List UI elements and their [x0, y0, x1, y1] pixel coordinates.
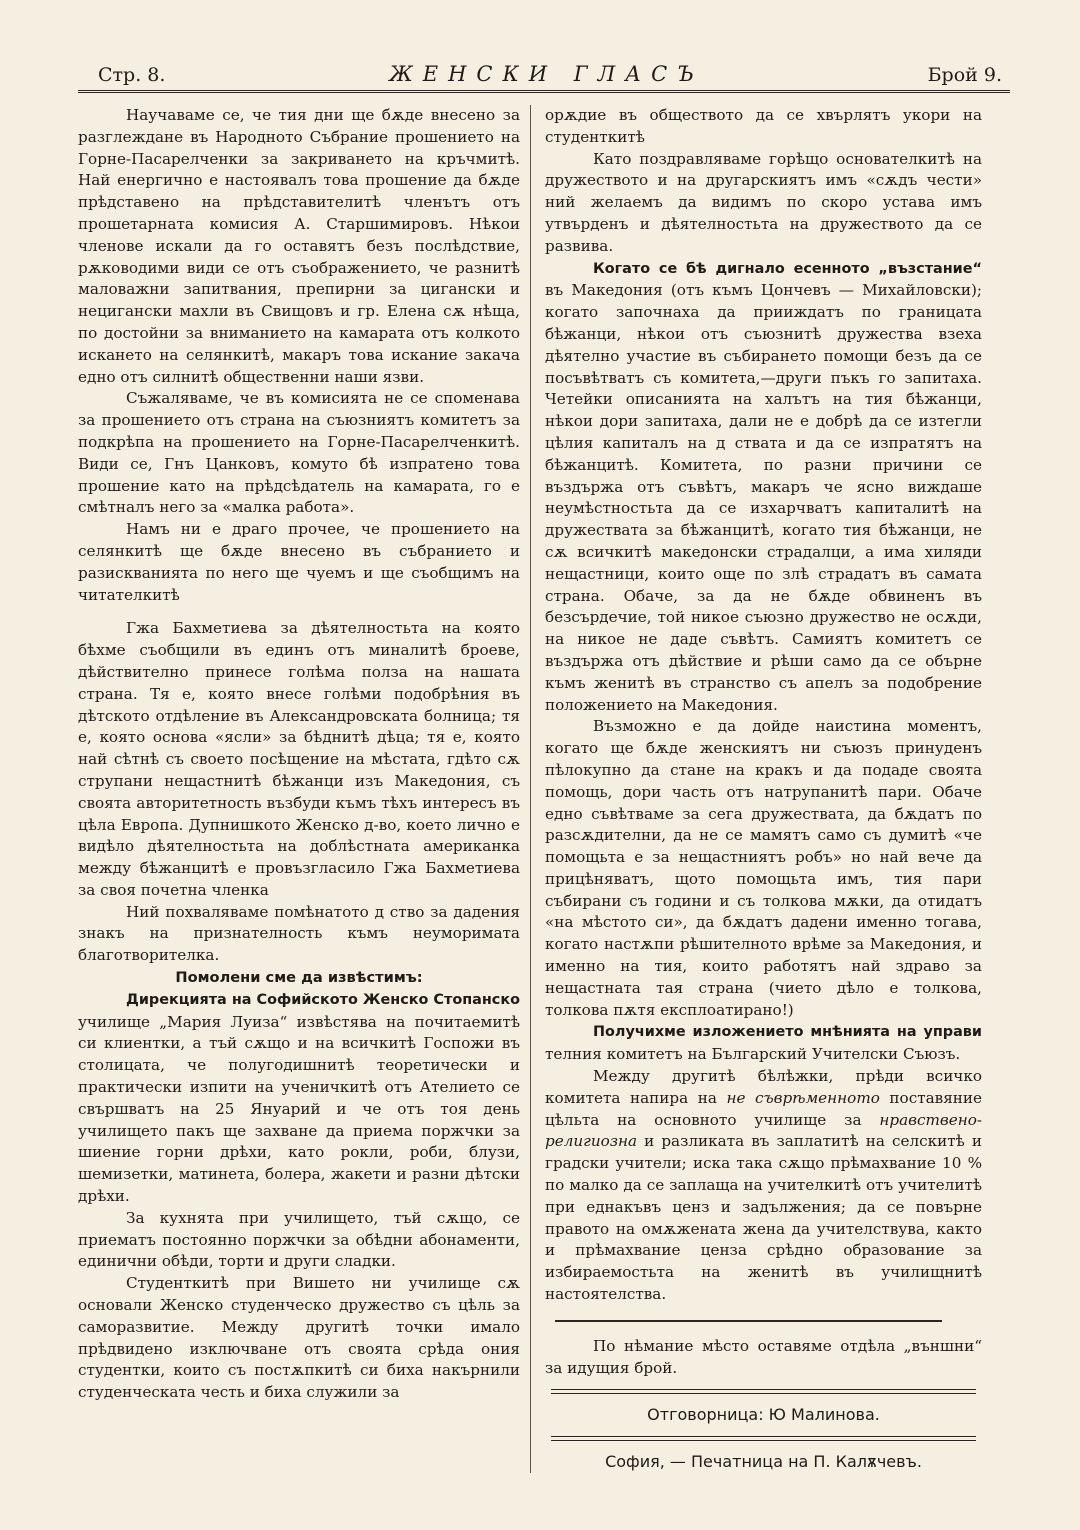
- uprising-text: въ Македония (отъ къмъ Цончевъ — Михайловски); когато започнаха да прииждатъ по границата бѣжанци, нѣкои отъ съюзнитѣ дружества взеха дѣятелно участие въ събирането помощи безъ да се посъвѣтватъ съ комитета,—други пъкъ го запитаха. Четейки описанията на халътъ на тия бѣжанци, нѣкои дори запитаха, дали не е добрѣ да се изтегли цѣлия капиталъ на д ствата и да се изпратятъ на бѣжанцитѣ. Комитета, по разни причини се въздържа отъ съвѣтъ, макаръ че ясно виждаше неумѣстностьта да се изхарчватъ капиталитѣ на дружествата за бѣжанцитѣ, когато тия бѣжанци, не сѫ всичкитѣ македонски страдалци, а има хиляди нещастници, които още по злѣ страдатъ въ самата страна. Обаче, за да не бѫде обвиненъ въ безсърдечие, той никое съюзно дружество не осѫди, на никое не даде съвѣтъ. Самиятъ комитетъ се въздържа отъ дѣйствие и рѣши само да се обърне къмъ женитѣ въ странство съ апелъ за подобрение положението на Македония.: [545, 281, 982, 714]
- article-teachers-union: [545, 1021, 982, 1066]
- article-bakhmetieva: Гжа Бахметиева за дѣятелностьта на която бѣхме съобщили въ единъ отъ миналитѣ броеве, дѣйствително принесе голѣма полза на нашата страна. Тя е, която внесе голѣми подобрѣния въ дѣтското отдѣление въ Александровската болница; тя е, която основа «ясли» за бѣднитѣ дѣца; тя е, която най сѣтнѣ съ своето посѣщение на мѣстата, гдѣто сѫ струпани нещастнитѣ бѣжанци изъ Македония, съ своята авторитетность възбуди къмъ тѣхъ интересъ въ цѣла Европа. Дупнишкото Женско д-во, което лично е видѣло дѣятелностьта на доблѣстната американка между бѣжанцитѣ е провъзгласило Гжа Бахметиева за своя почетна членка: [78, 619, 520, 899]
- article-uprising: [545, 258, 982, 717]
- article-columns: [78, 105, 1010, 1473]
- divider: [555, 1320, 942, 1322]
- page-number: Стр. 8.: [98, 64, 166, 86]
- divider-double: [551, 1389, 976, 1394]
- article-congrats: Като поздравляваме горѣщо основателкитѣ на дружеството и на другарскиятъ имъ «сѫдъ чести» ний желаемъ да видимъ по скоро устава имъ утвърденъ и дѣятелностьта на дружеството да се развива.: [545, 149, 982, 255]
- article-students-cont: орѫдие въ обществото да се хвърлятъ укори на студенткитѣ: [545, 106, 982, 146]
- editor-line: Отговорница: Ю Малинова.: [647, 1405, 880, 1425]
- notice-heading: Помолени сме да извѣстимъ:: [175, 969, 423, 987]
- uprising-lead: Когато се бѣ дигнало есенното „възстание“: [593, 260, 982, 277]
- issue-number: Брой 9.: [927, 64, 1002, 86]
- article-praise: Ний похваляваме помѣнатото д ство за дадения знакъ на признателность къмъ неуморимата благотворителка.: [78, 902, 520, 965]
- right-column: [530, 105, 982, 1473]
- page-header: [78, 52, 1010, 93]
- teachers-union-text: телния комитетъ на Българский Учителски Съюзъ.: [545, 1045, 961, 1064]
- school-notice-text: училище „Мария Луиза“ извѣстява на почитаемитѣ си клиентки, а тъй сѫщо и на всичкитѣ Госпожи въ столицата, че полугодишнитѣ теоретически и практически изпити на ученичкитѣ отъ Ателието се свършватъ на 25 Януарий и че отъ тоя день училището пакъ ще захване да приема поржчки за шиение горни дрѣхи, като рокли, роби, блузи, шемизетки, матинета, болера, жакети и разни дѣтски дрѣхи.: [78, 1012, 520, 1206]
- school-notice-lead: Дирекцията на Софийското Женско Стопанско: [126, 991, 520, 1008]
- newspaper-title: ЖЕНСКИ ГЛАСЪ: [389, 62, 704, 86]
- article-union-help: Възможно е да дойде наистина моментъ, когато ще бѫде женскиятъ ни съюзъ принуденъ пѣлокупно да стане на кракъ и да подаде своята помощь, дори часть отъ натрупанитѣ пари. Обаче едно съвѣтваме за сега дружествата, да бѫдатъ по разсѫдителни, да не се мамятъ само съ думитѣ «че помощьта е за нещастниятъ робъ» но най вече да прицѣняватъ, щото помощьта имъ, тия пари събирани съ години и съ толкова мѫки, да отидатъ «на мѣстото си», да бѫдатъ дадени именно тогава, когато настѫпи рѣшителното врѣме за Македония, и именно на тия, които работятъ най здраво за нещастната тая страна (чието дѣло е толкова, толкова пѫтя експлоатирано!): [545, 717, 982, 1019]
- teachers-union-lead: Получихме изложението мнѣнията на управи: [593, 1024, 982, 1041]
- article-teachers-demands: Между другитѣ бѣлѣжки, прѣди всичко комитета напира на не съврѣменното поставяние цѣльта на основното училище за нравствено-религиозна и разликата въ заплатитѣ на селскитѣ и градски учители; иска така сѫщо прѣмахвание 10 % по малко да се заплаща на учителкитѣ отъ учителитѣ при еднакъвъ ценз и задължения; да се повърне правото на омѫжената жена да учителствува, както и прѣмахвание ценза срѣдно образование за избираемостьта на женитѣ въ училищнитѣ настоятелства.: [545, 1067, 983, 1304]
- divider-double-2: [551, 1436, 976, 1441]
- left-column: [78, 105, 530, 1473]
- article-kitchen: За кухнята при училището, тъй сѫщо, се приематъ постоянно поржчки за обѣдни абонаменти, единични обѣди, торти и други сладки.: [78, 1208, 520, 1271]
- article-students: Студенткитѣ при Вишето ни училище сѫ основали Женско студенческо дружество съ цѣль за саморазвитие. Между другитѣ точки имало прѣдвидено изключване отъ своята срѣда ония студентки, които съ постѫпкитѣ си биха накърнили студенческата честь и биха служили за: [78, 1274, 520, 1402]
- printer-line: София, — Печатница на П. Калѫчевъ.: [605, 1452, 922, 1472]
- article-school-notice: [78, 989, 520, 1208]
- article-petition: Научаваме се, че тия дни ще бѫде внесено за разглеждане въ Народното Събрание прошението на Горне-Пасарелченки за закриването на кръчмитѣ. Най енергично е настоявалъ това прошение да бѫде прѣдставено на прѣдставителитѣ членътъ отъ прошетарната комисия А. Старшимировъ. Нѣкои членове искали да го оставятъ безъ послѣдствие, рѫководими види се отъ съображението, че разнитѣ маловажни запитвания, препирни за цигански и нецигански махли въ Свищовъ и гр. Елена сѫ нѣща, по достойни за вниманието на камарата отъ колкото искането на селянкитѣ, макаръ това искание закача едно отъ силнитѣ общественни наши язви.: [78, 106, 520, 386]
- article-space-note: По нѣмание мѣсто оставяме отдѣла „външни“ за идущия брой.: [545, 1336, 982, 1377]
- article-discussion: Намъ ни е драго прочее, че прошението на селянкитѣ ще бѫде внесено въ събранието и разискванията по него ще чуемъ и ще съобщимъ на читателкитѣ: [78, 520, 520, 604]
- article-committee: Съжаляваме, че въ комисията не се споменава за прошението отъ страна на съюзниятъ комитетъ за подкрѣпа на прошението на Горне-Пасарелченкитѣ. Види се, Гнъ Цанковъ, комуто бѣ изпратено това прошение като на прѣдсѣдатель на камарата, го е смѣтналъ него за «малка работа».: [78, 389, 520, 517]
